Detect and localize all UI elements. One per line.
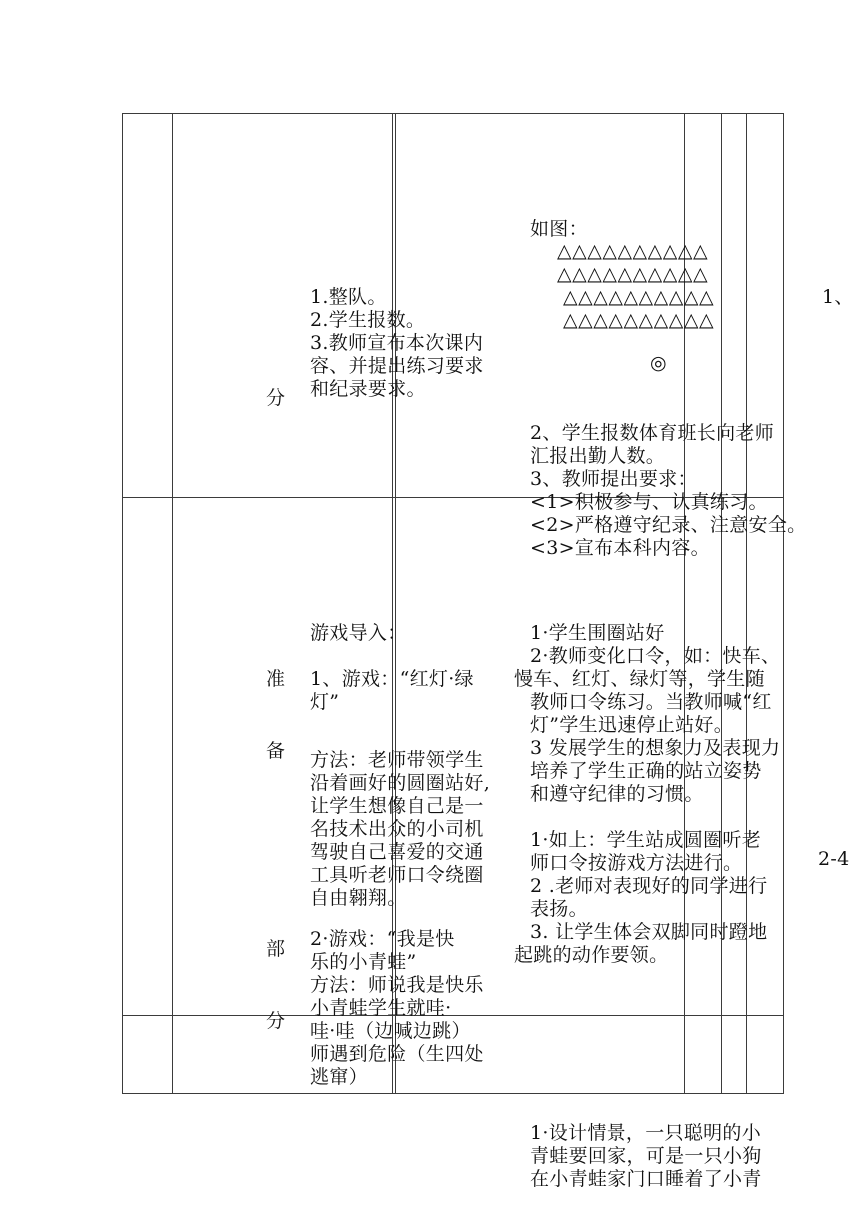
text-line: 1.整队。 xyxy=(310,286,387,308)
text-line: 培养了学生正确的站立姿势 xyxy=(530,760,762,782)
text-line: 方法：师说我是快乐 xyxy=(310,974,484,996)
text-line: <3>宣布本科内容。 xyxy=(530,537,710,559)
table-bottom-border xyxy=(122,1093,784,1094)
text-line: 逃窜） xyxy=(310,1066,368,1088)
text-line: 和纪录要求。 xyxy=(310,378,426,400)
text-line xyxy=(310,714,490,728)
text-line: 2·游戏：“我是快 xyxy=(310,928,455,950)
text-line: 容、并提出练习要求 xyxy=(310,355,484,377)
text-line: 3. 让学生体会双脚同时蹬地 xyxy=(530,921,768,943)
text-line: 1、游戏：“红灯·绿 xyxy=(310,668,474,690)
text-line: 1·设计情景，一只聪明的小 xyxy=(530,1122,762,1144)
section-label: 分 xyxy=(266,1010,286,1032)
text-line: 3.教师宣布本次课内 xyxy=(310,332,484,354)
table-column-divider xyxy=(172,113,173,1093)
section-label: 备 xyxy=(266,740,286,762)
text-line: 师遇到危险（生四处 xyxy=(310,1043,484,1065)
student-content-block xyxy=(530,422,806,560)
text-line: 和遵守纪律的习惯。 xyxy=(530,783,704,805)
text-line: 小青蛙学生就哇· xyxy=(310,997,452,1019)
text-line: 3、教师提出要求： xyxy=(530,468,697,490)
text-line: 表扬。 xyxy=(530,898,588,920)
text-line: 3 发展学生的想象力及表现力 xyxy=(530,737,781,759)
text-line: 2、学生报数体育班长向老师 xyxy=(530,422,774,444)
text-line: 在小青蛙家门口睡着了小青 xyxy=(530,1168,762,1190)
formation-row: △△△△△△△△△△ xyxy=(557,263,709,285)
text-line: 名技术出众的小司机 xyxy=(310,818,484,840)
teacher-position-icon: ◎ xyxy=(650,352,667,374)
text-line: 灯”学生迅速停止站好。 xyxy=(530,714,734,736)
text-line: 2.学生报数。 xyxy=(310,309,426,331)
text-line xyxy=(310,645,490,668)
text-line: 青蛙要回家，可是一只小狗 xyxy=(530,1145,762,1167)
text-line: 游戏导入： xyxy=(310,622,407,644)
text-line: 1·学生围圈站好 xyxy=(530,622,665,644)
text-line: 慢车、红灯、绿灯等，学生随 xyxy=(514,668,765,690)
text-line: 让学生想像自己是一 xyxy=(310,795,484,817)
repetition-count: 2-4 xyxy=(818,848,850,870)
student-content-block xyxy=(530,1122,762,1191)
section-label: 准 xyxy=(266,668,286,690)
text-line: 工具听老师口令绕圈 xyxy=(310,864,484,886)
teacher-content-block xyxy=(310,622,490,1089)
text-line: 自由翱翔。 xyxy=(310,887,407,909)
student-content-block xyxy=(514,622,781,967)
text-line: 沿着画好的圆圈站好, xyxy=(310,772,491,794)
text-line: 乐的小青蛙” xyxy=(310,951,417,973)
section-label: 部 xyxy=(266,938,286,960)
text-line: 方法：老师带领学生 xyxy=(310,749,484,771)
repetition-count: 1、 xyxy=(822,286,854,308)
text-line xyxy=(530,806,780,829)
text-line: 师口令按游戏方法进行。 xyxy=(530,852,743,874)
formation-row: △△△△△△△△△△ xyxy=(563,286,715,308)
formation-row: △△△△△△△△△△ xyxy=(557,240,709,262)
text-line: 起跳的动作要领。 xyxy=(514,944,669,966)
text-line: 教师口令练习。当教师喊“红 xyxy=(530,691,772,713)
text-line xyxy=(310,910,490,928)
diagram-title: 如图： xyxy=(530,218,588,240)
text-line: <1>积极参与、认真练习。 xyxy=(530,491,768,513)
teacher-content-block xyxy=(310,286,484,401)
text-line: 灯” xyxy=(310,691,340,713)
formation-row: △△△△△△△△△△ xyxy=(563,309,715,331)
text-line: 2 .老师对表现好的同学进行 xyxy=(530,875,768,897)
text-line: 1·如上：学生站成圆圈听老 xyxy=(530,829,762,851)
text-line: <2>严格遵守纪录、注意安全。 xyxy=(530,514,807,536)
text-line: 2·教师变化口令，如：快车、 xyxy=(530,645,781,667)
text-line xyxy=(310,728,490,749)
table-left-border xyxy=(122,113,123,1093)
text-line: 哇·哇（边喊边跳） xyxy=(310,1020,471,1042)
text-line: 驾驶自己喜爱的交通 xyxy=(310,841,484,863)
section-label: 分 xyxy=(266,387,286,409)
table-right-border xyxy=(783,113,784,1093)
text-line: 汇报出勤人数。 xyxy=(530,445,666,467)
